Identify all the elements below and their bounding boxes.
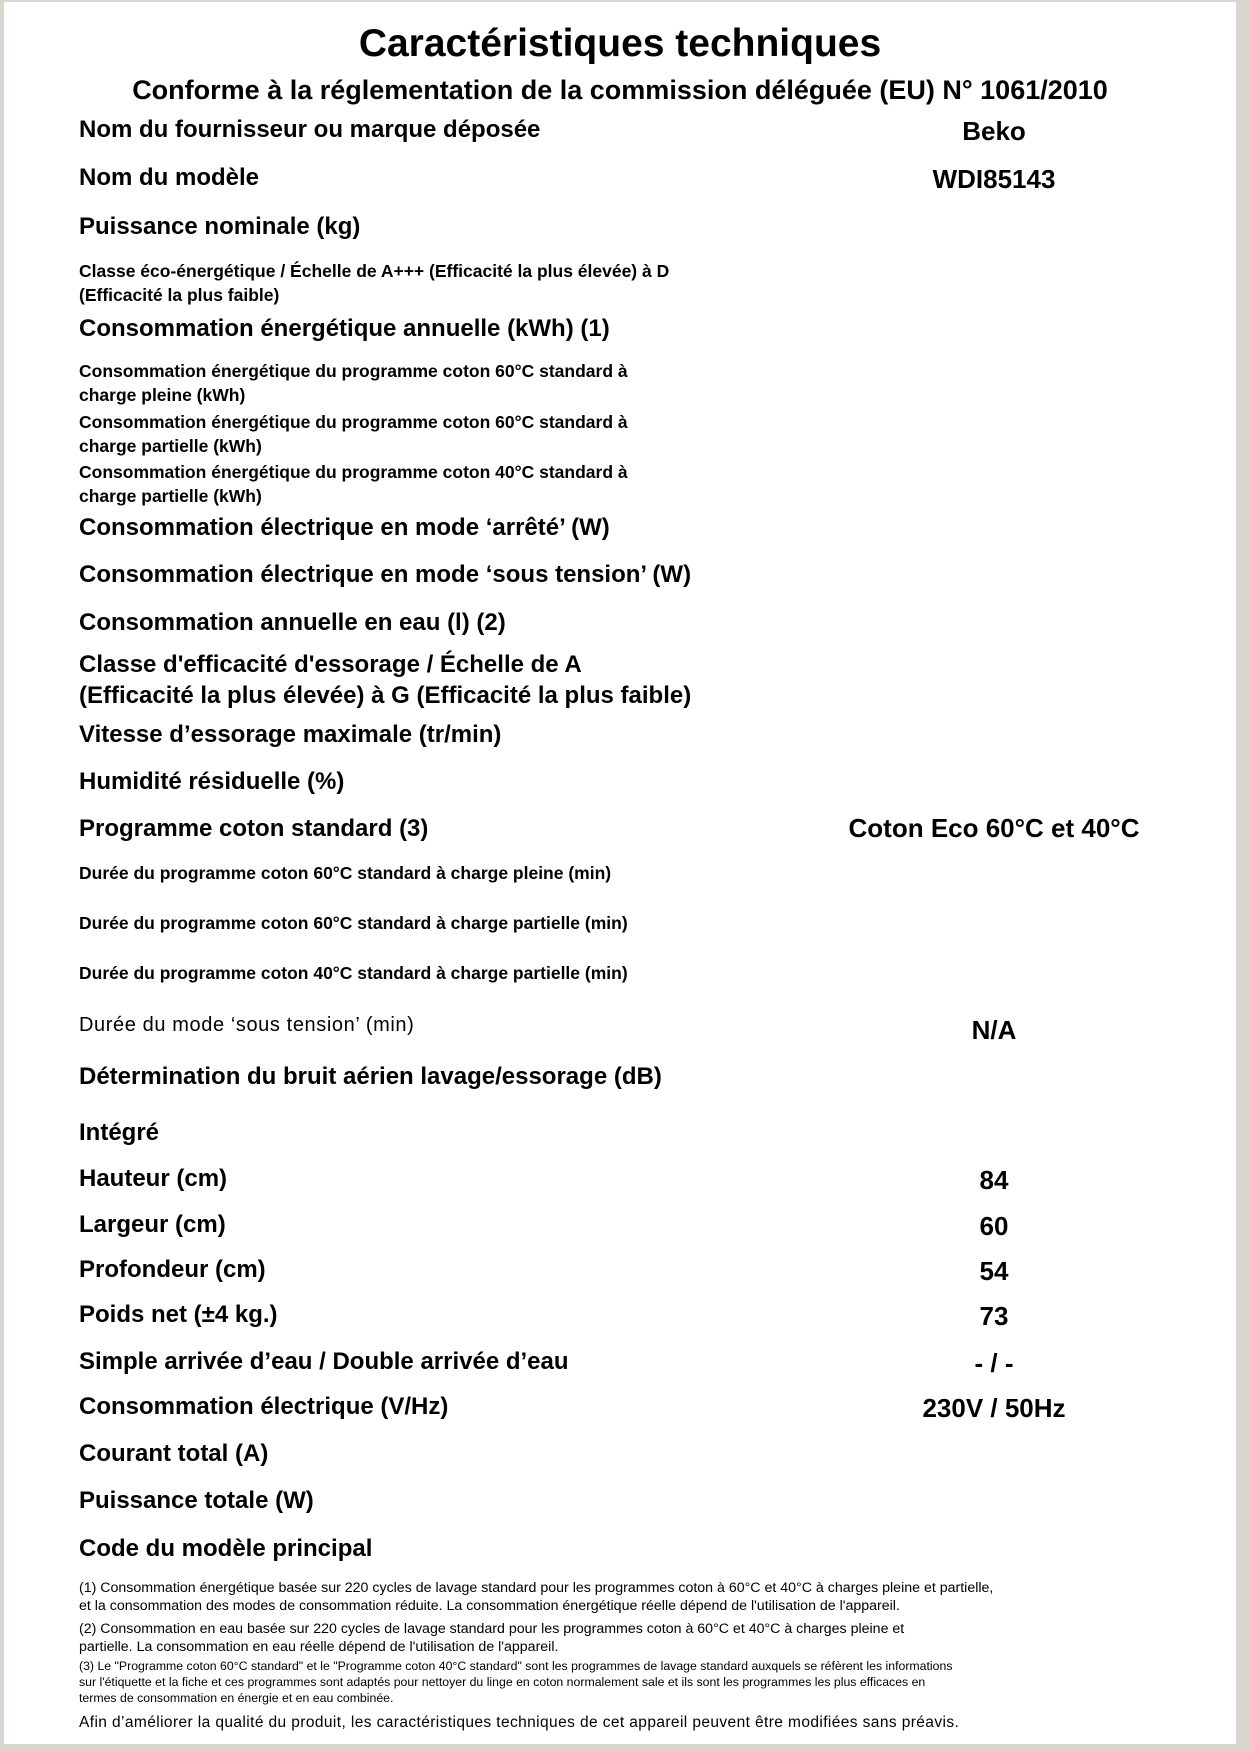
spec-label: Vitesse d’essorage maximale (tr/min)	[79, 721, 502, 748]
spec-value: 84	[979, 1165, 1009, 1195]
spec-sheet	[4, 2, 1236, 1744]
spec-label: Nom du modèle	[79, 164, 260, 191]
spec-label: Profondeur (cm)	[79, 1256, 266, 1283]
spec-label: Simple arrivée d’eau / Double arrivée d’eau	[79, 1348, 569, 1375]
spec-label: Consommation électrique (V/Hz)	[79, 1393, 449, 1420]
spec-label: Code du modèle principal	[79, 1535, 373, 1562]
footnote-1: (1) Consommation énergétique basée sur 220 cycles de lavage standard pour les programmes coton à 60°C et 40°C à charges pleine et partielle, et la consommation des modes de consommation réduite. La consommation énergétique réelle dépend de l'utilisation de l'appareil.	[79, 1580, 994, 1614]
footnote-2: (2) Consommation en eau basée sur 220 cycles de lavage standard pour les programmes coton à 60°C et 40°C à charges pleine et partielle. La consommation en eau réelle dépend de l'utilisation de l'appareil.	[79, 1621, 905, 1655]
spec-value: 60	[979, 1211, 1009, 1241]
spec-value: Beko	[962, 116, 1026, 146]
spec-label: Détermination du bruit aérien lavage/essorage (dB)	[79, 1063, 662, 1090]
footnotes	[79, 1579, 1149, 1706]
footer-disclaimer: Afin d’améliorer la qualité du produit, les caractéristiques techniques de cet appareil peuvent être modifiées sans préavis.	[79, 1714, 960, 1731]
spec-label: Consommation électrique en mode ‘sous tension’ (W)	[79, 561, 692, 588]
spec-label: Consommation électrique en mode ‘arrêté’ (W)	[79, 514, 610, 541]
spec-label: Classe d'efficacité d'essorage / Échelle de A (Efficacité la plus élevée) à G (Efficacité la plus faible)	[79, 651, 692, 709]
spec-label: Consommation énergétique du programme coton 60°C standard à charge partielle (kWh)	[79, 412, 628, 456]
spec-label: Consommation énergétique du programme coton 40°C standard à charge partielle (kWh)	[79, 462, 628, 506]
spec-label: Programme coton standard (3)	[79, 815, 429, 842]
spec-label: Durée du programme coton 60°C standard à charge pleine (min)	[79, 863, 612, 883]
spec-value: Coton Eco 60°C et 40°C	[848, 813, 1140, 843]
spec-label: Poids net (±4 kg.)	[79, 1301, 278, 1328]
spec-label: Hauteur (cm)	[79, 1165, 228, 1192]
spec-value: 230V / 50Hz	[922, 1393, 1066, 1423]
spec-label: Puissance totale (W)	[79, 1487, 314, 1514]
spec-label: Puissance nominale (kg)	[79, 213, 361, 240]
spec-value: - / -	[974, 1348, 1014, 1378]
spec-label: Humidité résiduelle (%)	[79, 768, 345, 795]
spec-label: Durée du programme coton 60°C standard à charge partielle (min)	[79, 913, 628, 933]
spec-value: N/A	[971, 1015, 1017, 1045]
footnote-3: (3) Le "Programme coton 60°C standard" et le "Programme coton 40°C standard" sont les programmes de lavage standard auxquels se réfèrent les informations sur l'étiquette et la fiche et ces programmes sont adaptés pour nettoyer du linge en coton normalement sale et ils sont les programmes les plus efficaces en termes de consommation en énergie et en eau combinée.	[79, 1659, 953, 1705]
page-title: Caractéristiques techniques	[358, 22, 882, 65]
spec-label: Courant total (A)	[79, 1440, 269, 1467]
spec-label: Largeur (cm)	[79, 1211, 226, 1238]
spec-label: Classe éco-énergétique / Échelle de A+++ (Efficacité la plus élevée) à D (Efficacité la plus faible)	[79, 261, 670, 305]
spec-value: WDI85143	[932, 164, 1056, 194]
spec-label: Durée du programme coton 40°C standard à charge partielle (min)	[79, 963, 628, 983]
spec-label: Nom du fournisseur ou marque déposée	[79, 116, 541, 143]
spec-value: 73	[979, 1301, 1009, 1331]
spec-label: Consommation annuelle en eau (l) (2)	[79, 609, 506, 636]
spec-label: Consommation énergétique du programme coton 60°C standard à charge pleine (kWh)	[79, 361, 628, 405]
spec-value: 54	[979, 1256, 1009, 1286]
regulation-subtitle: Conforme à la réglementation de la commission déléguée (EU) N° 1061/2010	[132, 75, 1108, 105]
spec-label: Consommation énergétique annuelle (kWh) (1)	[79, 315, 610, 342]
spec-label: Intégré	[79, 1119, 160, 1146]
spec-label: Durée du mode ‘sous tension’ (min)	[79, 1014, 415, 1036]
